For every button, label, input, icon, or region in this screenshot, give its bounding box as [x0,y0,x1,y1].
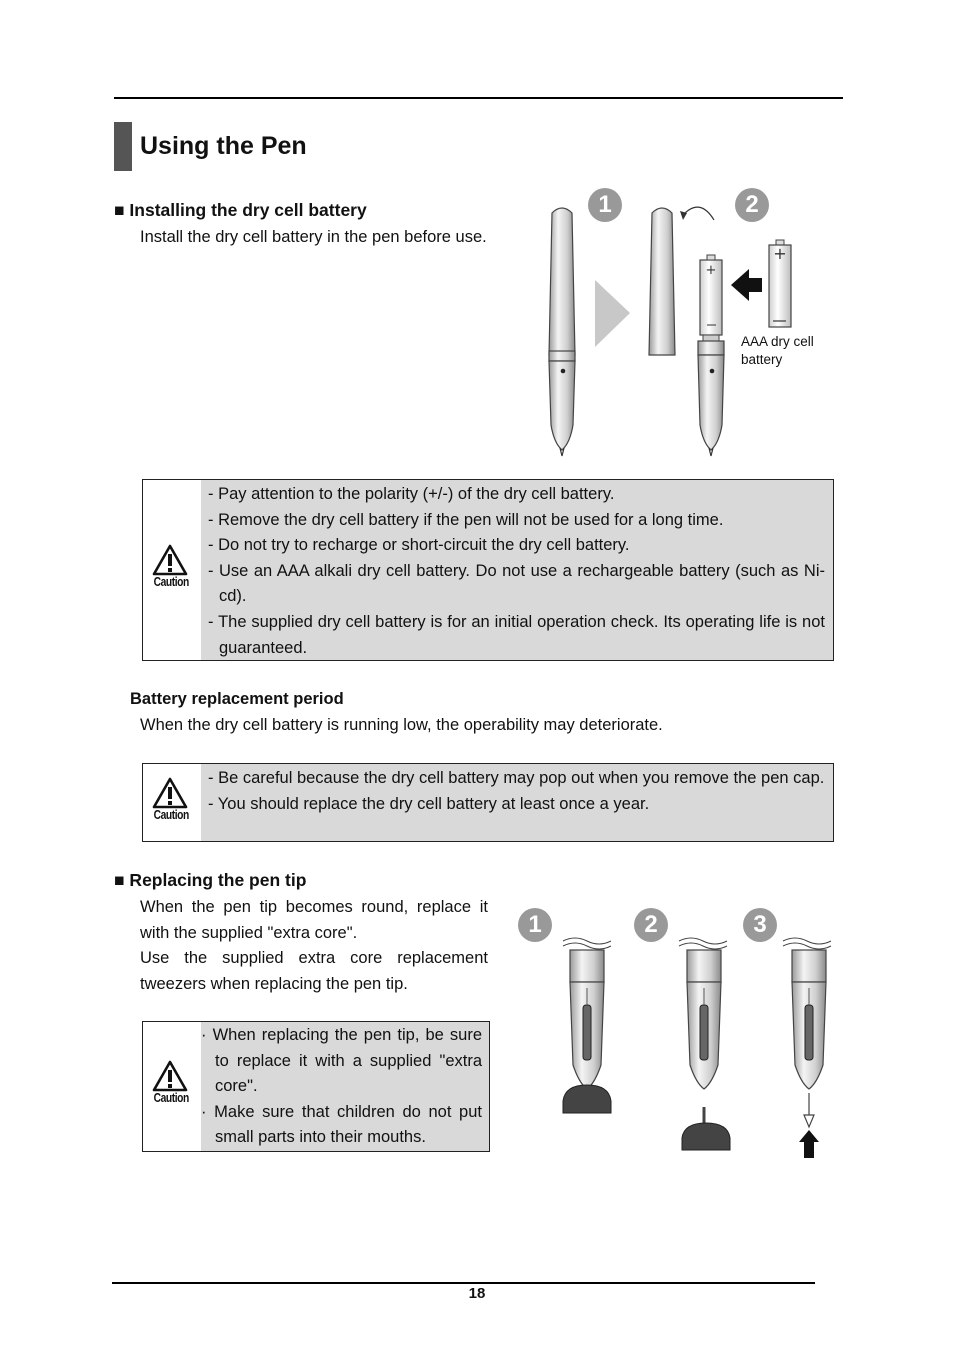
step-badge-2: 2 [745,191,759,218]
caution-label: Caution [153,1091,189,1105]
caution-item: - The supplied dry cell battery is for an initial operation check. Its operating life is not guaranteed. [208,612,825,657]
caution-item: - Be careful because the dry cell battery may pop out when you remove the pen cap. [208,769,825,787]
install-body: Install the dry cell battery in the pen before use. [140,228,487,246]
caution-text-3 [201,1022,489,1151]
tip-step-badge-3: 3 [753,911,767,938]
caution-item: - Remove the dry cell battery if the pen will not be used for a long time. [208,510,724,529]
caution-item: - Do not try to recharge or short-circuit the dry cell battery. [208,536,630,555]
replacement-heading: Battery replacement period [130,690,344,708]
step-badge-1: 1 [598,191,612,218]
caution-icon [150,544,190,589]
page-title: Using the Pen [140,132,307,160]
bottom-rule [112,1282,815,1284]
caution-item: - Pay attention to the polarity (+/-) of the dry cell battery. [208,485,615,503]
svg-text:+: + [705,263,717,278]
pen-tip-illustration [515,905,840,1160]
caution-icon [150,777,190,822]
tip-step-badge-2: 2 [644,911,658,938]
caution-icon [150,1060,190,1105]
caution-box-1 [142,479,834,661]
tip-step-badge-1: 1 [528,911,542,938]
title-accent-bar [114,122,132,171]
top-rule [114,97,843,99]
svg-text:+: + [773,244,787,263]
battery-install-illustration [540,185,840,460]
tip-body-2: Use the supplied extra core replacement tweezers when replacing the pen tip. [140,949,488,993]
caution-item: · When replacing the pen tip, be sure to replace it with a supplied "extra core". [201,1026,482,1096]
caution-box-3 [142,1021,490,1152]
caution-text-1 [201,480,833,660]
caution-text-2 [201,764,833,841]
replacement-body: When the dry cell battery is running low, the operability may deteriorate. [140,716,663,734]
battery-label-line2: battery [741,352,783,367]
page-number: 18 [468,1285,486,1302]
caution-label: Caution [153,808,189,822]
caution-box-2 [142,763,834,842]
install-heading: ■ Installing the dry cell battery [114,200,367,220]
caution-label: Caution [153,575,189,589]
caution-item: - You should replace the dry cell battery at least once a year. [208,794,650,813]
tip-body-1: When the pen tip becomes round, replace it with the supplied "extra core". [140,898,488,942]
caution-item: · Make sure that children do not put small parts into their mouths. [201,1102,482,1147]
caution-icon-cell [143,480,201,660]
caution-icon-cell [143,1022,201,1151]
tip-heading: ■ Replacing the pen tip [114,870,307,890]
caution-item: - Use an AAA alkali dry cell battery. Do not use a rechargeable battery (such as Ni-cd). [208,561,825,606]
caution-icon-cell [143,764,201,841]
battery-label-line1: AAA dry cell [741,334,814,349]
